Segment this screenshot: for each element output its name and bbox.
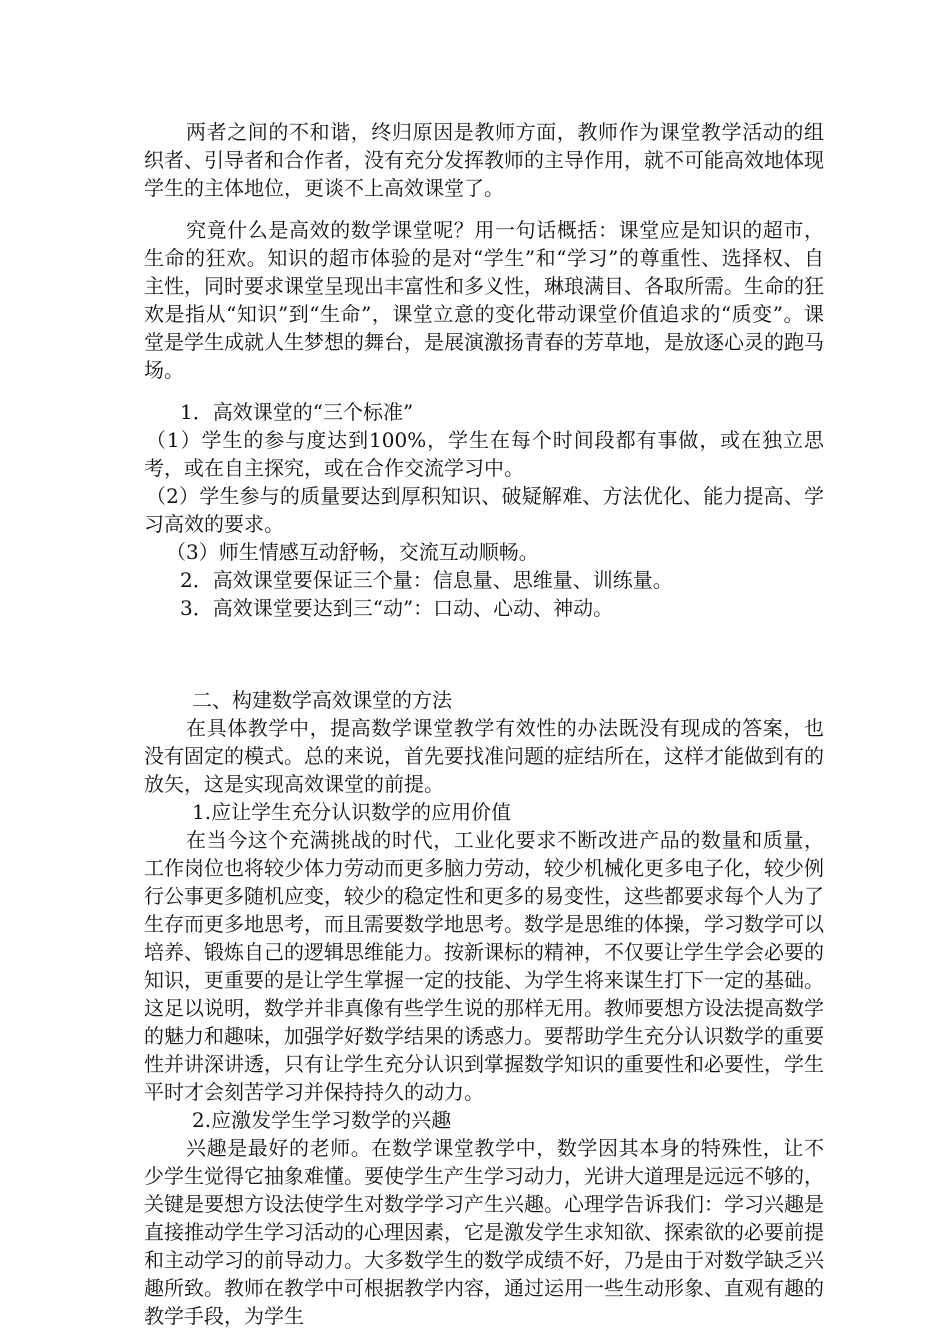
paragraph-interest: 兴趣是最好的老师。在数学课堂教学中，数学因其本身的特殊性，让不少学生觉得它抽象难懂。要使学生产生学习动力，光讲大道理是远远不够的，关键是要想方设法使学生对数学学习产生兴趣。心理学告诉我们：学习兴趣是直接推动学生学习活动的心理因素，它是激发学生求知欲、探索欲的必要前提和主动学习的前导动力。大多数学生的数学成绩不好，乃是由于对数学缺乏兴趣所致。教师在教学中可根据教学内容，通过运用一些生动形象、直观有趣的教学手段，为学生 — [144, 1136, 824, 1328]
paragraph-application-value: 在当今这个充满挑战的时代，工业化要求不断改进产品的数量和质量，工作岗位也将较少体力劳动而更多脑力劳动，较少机械化更多电子化，较少例行公事更多随机应变，较少的稳定性和更多的易变性，这些都要求每个人为了生存而更多地思考，而且需要数学地思考。数学是思维的体操，学习数学可以培养、锻炼自己的逻辑思维能力。按新课标的精神，不仅要让学生学会必要的知识，更重要的是让学生掌握一定的技能、为学生将来谋生打下一定的基础。这足以说明，数学并非真像有些学生说的那样无用。教师要想方设法提高数学的魅力和趣味，加强学好数学结果的诱惑力。要帮助学生充分认识数学的重要性并讲深讲透，只有让学生充分认识到掌握数学知识的重要性和必要性，学生平时才会刻苦学习并保持持久的动力。 — [144, 828, 824, 1104]
paragraph-efficient-classroom-definition: 究竟什么是高效的数学课堂呢？用一句话概括：课堂应是知识的超市，生命的狂欢。知识的超市体验的是对“学生”和“学习”的尊重性、选择权、自主性，同时要求课堂呈现出丰富性和多义性，琳琅满目、各取所需。生命的狂欢是指从“知识”到“生命”，课堂立意的变化带动课堂价值追求的“质变”。课堂是学生成就人生梦想的舞台，是展演激扬青春的芳草地，是放逐心灵的跑马场。 — [144, 218, 824, 382]
subheading-application-value: 1.应让学生充分认识数学的应用价值 — [192, 800, 512, 824]
paragraph-teacher-role: 两者之间的不和谐，终归原因是教师方面，教师作为课堂教学活动的组织者、引导者和合作者，没有充分发挥教师的主导作用，就不可能高效地体现学生的主体地位，更谈不上高效课堂了。 — [144, 120, 824, 200]
section-heading-methods: 二、构建数学高效课堂的方法 — [192, 688, 452, 712]
standard-item-1: （1）学生的参与度达到100%，学生在每个时间段都有事做，或在独立思考，或在自主探究，或在合作交流学习中。 — [144, 428, 824, 480]
standard-item-3: （3）师生情感互动舒畅，交流互动顺畅。 — [166, 540, 539, 564]
heading-three-standards: 1．高效课堂的“三个标准” — [180, 400, 414, 424]
paragraph-methods-intro: 在具体教学中，提高数学课堂教学有效性的办法既没有现成的答案，也没有固定的模式。总的来说，首先要找准问题的症结所在，这样才能做到有的放矢，这是实现高效课堂的前提。 — [144, 716, 824, 796]
point-three-quantities: 2．高效课堂要保证三个量：信息量、思维量、训练量。 — [180, 568, 673, 592]
document-page — [144, 118, 824, 1330]
point-three-motions: 3．高效课堂要达到三“动”：口动、心动、神动。 — [180, 596, 614, 620]
standard-item-2: （2）学生参与的质量要达到厚积知识、破疑解难、方法优化、能力提高、学习高效的要求。 — [144, 484, 824, 536]
subheading-interest: 2.应激发学生学习数学的兴趣 — [192, 1108, 452, 1132]
